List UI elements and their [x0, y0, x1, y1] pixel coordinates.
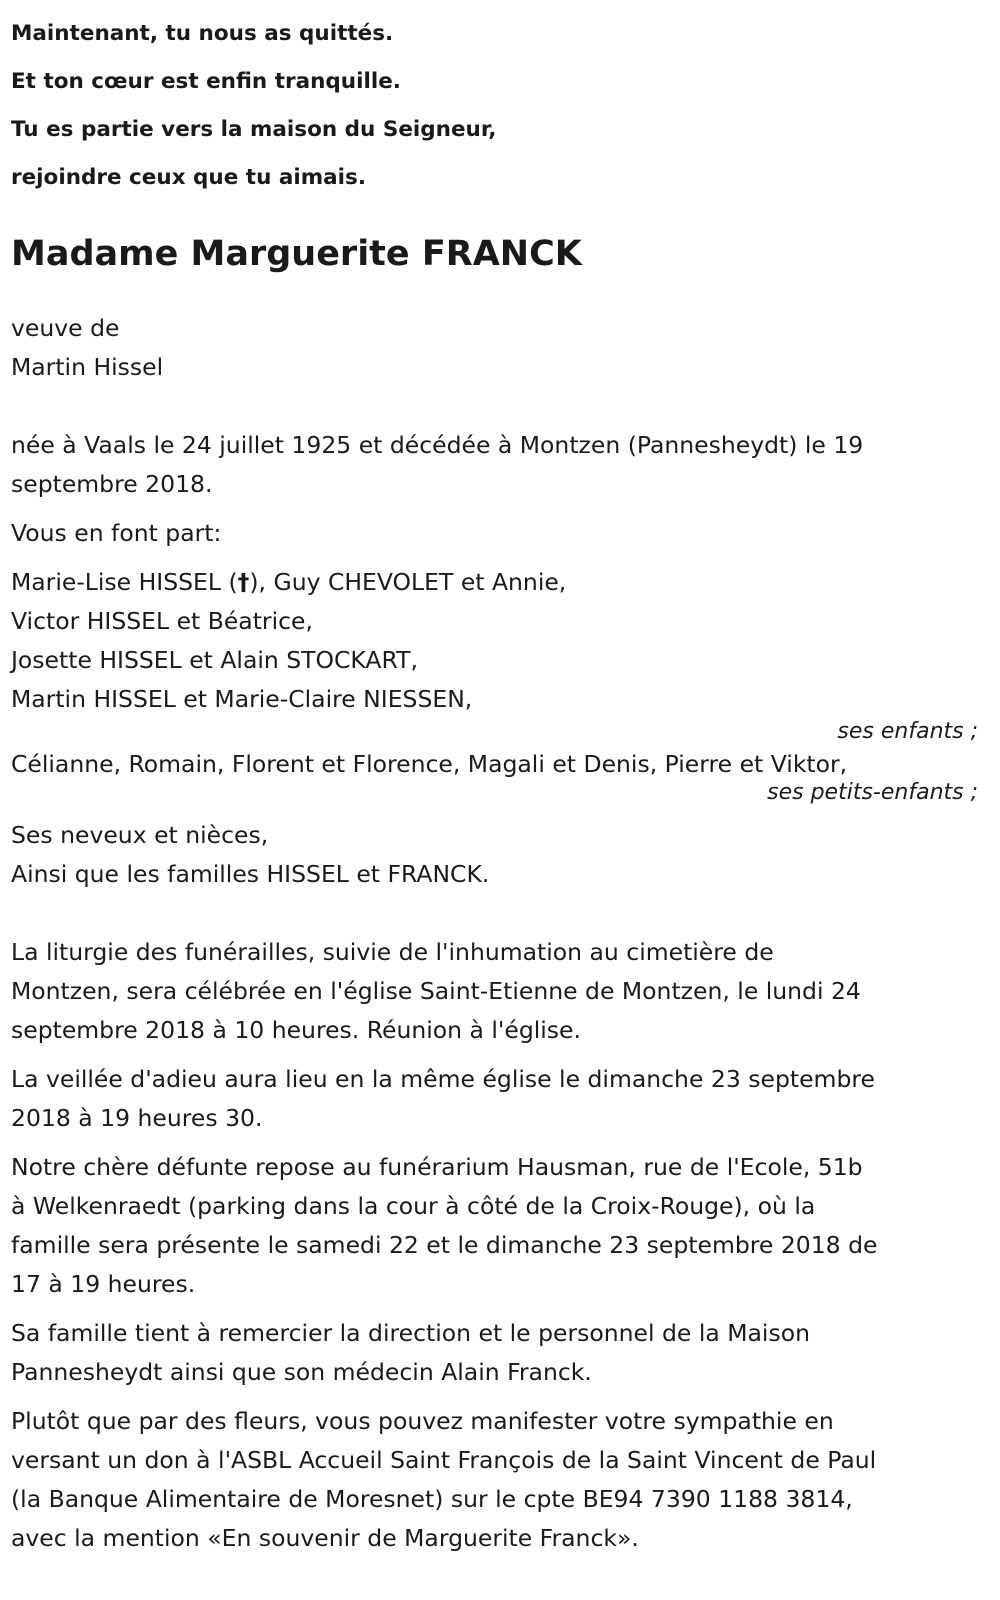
- rest-paragraph: [11, 1148, 986, 1304]
- liturgy-paragraph: [11, 933, 986, 1050]
- child-line: [11, 563, 986, 602]
- vigil-paragraph: [11, 1060, 986, 1138]
- grandchildren-line: Célianne, Romain, Florent et Florence, Magali et Denis, Pierre et Viktor,: [11, 750, 848, 778]
- obituary-notice: [11, 0, 986, 1558]
- paragraph-line: La veillée d'adieu aura lieu en la même église le dimanche 23 septembre: [11, 1065, 875, 1093]
- birth-death-paragraph: [11, 426, 986, 504]
- child-line: Martin HISSEL et Marie-Claire NIESSEN,: [11, 685, 473, 713]
- paragraph-line: Plutôt que par des fleurs, vous pouvez manifester votre sympathie en: [11, 1407, 834, 1435]
- child-name: Marie-Lise HISSEL (: [11, 568, 238, 596]
- paragraph-line: avec la mention «En souvenir de Marguerite Franck».: [11, 1524, 639, 1552]
- paragraph-line: septembre 2018 à 10 heures. Réunion à l'église.: [11, 1016, 581, 1044]
- paragraph-line: septembre 2018.: [11, 470, 213, 498]
- thanks-paragraph: [11, 1314, 986, 1392]
- announce-text: Vous en font part:: [11, 519, 222, 547]
- deceased-name: Madame Marguerite FRANCK: [11, 234, 582, 274]
- paragraph-line: Montzen, sera célébrée en l'église Saint-Etienne de Montzen, le lundi 24: [11, 977, 861, 1005]
- child-line: Victor HISSEL et Béatrice,: [11, 607, 313, 635]
- poem-line: Maintenant, tu nous as quittés.: [11, 21, 394, 46]
- grandchildren-role: ses petits-enfants ;: [767, 780, 978, 805]
- poem-line: Tu es partie vers la maison du Seigneur,: [11, 117, 497, 142]
- paragraph-line: 17 à 19 heures.: [11, 1270, 196, 1298]
- grandchildren-block: [11, 745, 986, 784]
- spouse-name: Martin Hissel: [11, 353, 164, 381]
- widow-label: veuve de: [11, 314, 120, 342]
- paragraph-line: 2018 à 19 heures 30.: [11, 1104, 263, 1132]
- others-line: Ses neveux et nièces,: [11, 821, 269, 849]
- widow-block: [11, 309, 986, 387]
- child-name: ), Guy CHEVOLET et Annie,: [249, 568, 567, 596]
- paragraph-line: versant un don à l'ASBL Accueil Saint François de la Saint Vincent de Paul: [11, 1446, 877, 1474]
- others-block: [11, 816, 986, 894]
- poem: [11, 10, 986, 202]
- paragraph-line: née à Vaals le 24 juillet 1925 et décédée à Montzen (Pannesheydt) le 19: [11, 431, 864, 459]
- child-line: Josette HISSEL et Alain STOCKART,: [11, 646, 418, 674]
- others-line: Ainsi que les familles HISSEL et FRANCK.: [11, 860, 490, 888]
- poem-line: rejoindre ceux que tu aimais.: [11, 165, 367, 190]
- donation-paragraph: [11, 1402, 986, 1558]
- paragraph-line: La liturgie des funérailles, suivie de l'inhumation au cimetière de: [11, 938, 774, 966]
- cross-icon: †: [237, 568, 250, 596]
- poem-line: Et ton cœur est enfin tranquille.: [11, 69, 401, 94]
- paragraph-line: famille sera présente le samedi 22 et le dimanche 23 septembre 2018 de: [11, 1231, 878, 1259]
- paragraph-line: Sa famille tient à remercier la direction et le personnel de la Maison: [11, 1319, 810, 1347]
- paragraph-line: Notre chère défunte repose au funérarium Hausman, rue de l'Ecole, 51b: [11, 1153, 863, 1181]
- paragraph-line: Pannesheydt ainsi que son médecin Alain Franck.: [11, 1358, 592, 1386]
- paragraph-line: (la Banque Alimentaire de Moresnet) sur le cpte BE94 7390 1188 3814,: [11, 1485, 853, 1513]
- children-role: ses enfants ;: [837, 719, 978, 744]
- paragraph-line: à Welkenraedt (parking dans la cour à côté de la Croix-Rouge), où la: [11, 1192, 816, 1220]
- children-block: [11, 563, 986, 719]
